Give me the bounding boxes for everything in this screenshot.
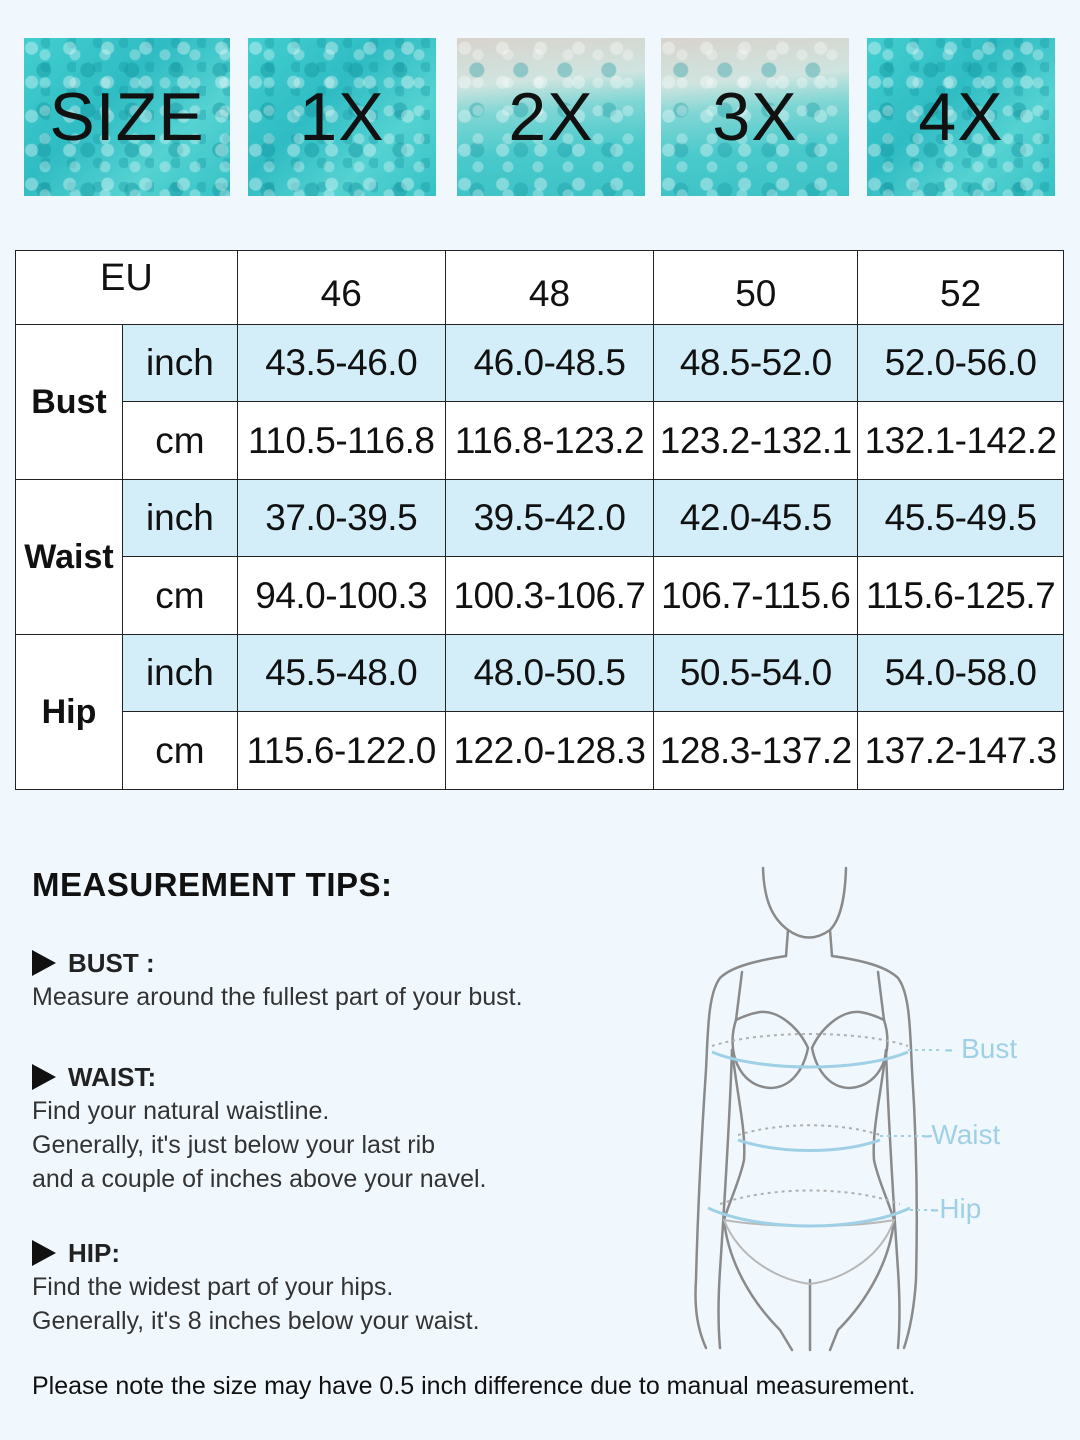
table-cell: 122.0-128.3 [445,712,654,790]
table-cell: 132.1-142.2 [858,402,1064,480]
undergarment-outline [724,1220,894,1284]
table-cell: 48.5-52.0 [654,325,858,402]
unit-cell: inch [122,480,237,557]
size-1x-label: 1X [299,79,385,155]
table-header-row [16,251,1064,325]
tip-line: and a couple of inches above your navel. [32,1165,487,1193]
bust-tip [32,946,672,1014]
unit-cell: cm [122,557,237,635]
tip-line: Find your natural waistline. [32,1097,330,1125]
hip-tip-heading [32,1236,672,1270]
tips-title: MEASUREMENT TIPS: [32,866,393,903]
table-row [16,712,1064,790]
table-cell: 45.5-49.5 [858,480,1064,557]
size-2x-tile [457,38,645,196]
table-cell: 110.5-116.8 [237,402,445,480]
bust-marker-label: - Bust [944,1033,1018,1064]
table-cell: 52.0-56.0 [858,325,1064,402]
table-cell: 46.0-48.5 [445,325,654,402]
tip-line: Measure around the fullest part of your bust. [32,983,523,1011]
table-cell: 106.7-115.6 [654,557,858,635]
size-1x-tile [248,38,436,196]
hip-marker-label: -Hip [930,1193,982,1224]
play-arrow-icon [32,1240,56,1266]
body-outline [695,868,916,1350]
table-cell: 43.5-46.0 [237,325,445,402]
bust-row-label: Bust [16,325,123,480]
tip-line: Generally, it's 8 inches below your waist. [32,1307,480,1335]
size-label-tile [24,38,230,196]
hip-band [708,1208,910,1226]
table-cell: 115.6-125.7 [858,557,1064,635]
waist-tip-heading [32,1060,672,1094]
table-cell: 50.5-54.0 [654,635,858,712]
size-3x-label: 3X [712,79,798,155]
size-2x-label: 2X [508,79,594,155]
eu-size-cell: 52 [858,251,1064,325]
table-cell: 128.3-137.2 [654,712,858,790]
table-row [16,325,1064,402]
unit-cell: inch [122,325,237,402]
table-row [16,557,1064,635]
measurement-note: Please note the size may have 0.5 inch difference due to manual measurement. [32,1372,916,1400]
play-arrow-icon [32,1064,56,1090]
hip-tip [32,1236,672,1338]
eu-label: EU [16,251,238,325]
table-row [16,402,1064,480]
table-cell: 39.5-42.0 [445,480,654,557]
bust-band [712,1052,908,1067]
waist-tip [32,1060,672,1196]
bust-tip-title: BUST : [68,947,155,978]
body-measurement-figure [680,860,1040,1360]
table-cell: 116.8-123.2 [445,402,654,480]
table-row [16,635,1064,712]
size-header-tiles [0,38,1080,198]
waist-marker-label: -Waist [922,1119,1001,1150]
waist-tip-title: WAIST: [68,1061,157,1092]
play-arrow-icon [32,950,56,976]
bust-tip-heading [32,946,672,980]
table-cell: 115.6-122.0 [237,712,445,790]
table-cell: 100.3-106.7 [445,557,654,635]
table-cell: 137.2-147.3 [858,712,1064,790]
table-cell: 94.0-100.3 [237,557,445,635]
table-cell: 45.5-48.0 [237,635,445,712]
size-label: SIZE [49,79,205,155]
table-cell: 42.0-45.5 [654,480,858,557]
waist-band [738,1140,880,1151]
size-4x-label: 4X [918,79,1004,155]
table-cell: 48.0-50.5 [445,635,654,712]
tip-line: Find the widest part of your hips. [32,1273,394,1301]
tip-line: Generally, it's just below your last rib [32,1131,436,1159]
measurement-bands [708,1052,910,1226]
size-chart-table [15,250,1064,790]
hip-row-label: Hip [16,635,123,790]
eu-size-cell: 48 [445,251,654,325]
table-cell: 37.0-39.5 [237,480,445,557]
size-4x-tile [867,38,1055,196]
waist-row-label: Waist [16,480,123,635]
measurement-tips [32,866,672,1376]
size-3x-tile [661,38,849,196]
unit-cell: cm [122,402,237,480]
table-cell: 54.0-58.0 [858,635,1064,712]
hip-tip-title: HIP: [68,1237,120,1268]
table-cell: 123.2-132.1 [654,402,858,480]
unit-cell: inch [122,635,237,712]
unit-cell: cm [122,712,237,790]
table-row [16,480,1064,557]
eu-size-cell: 50 [654,251,858,325]
eu-size-cell: 46 [237,251,445,325]
